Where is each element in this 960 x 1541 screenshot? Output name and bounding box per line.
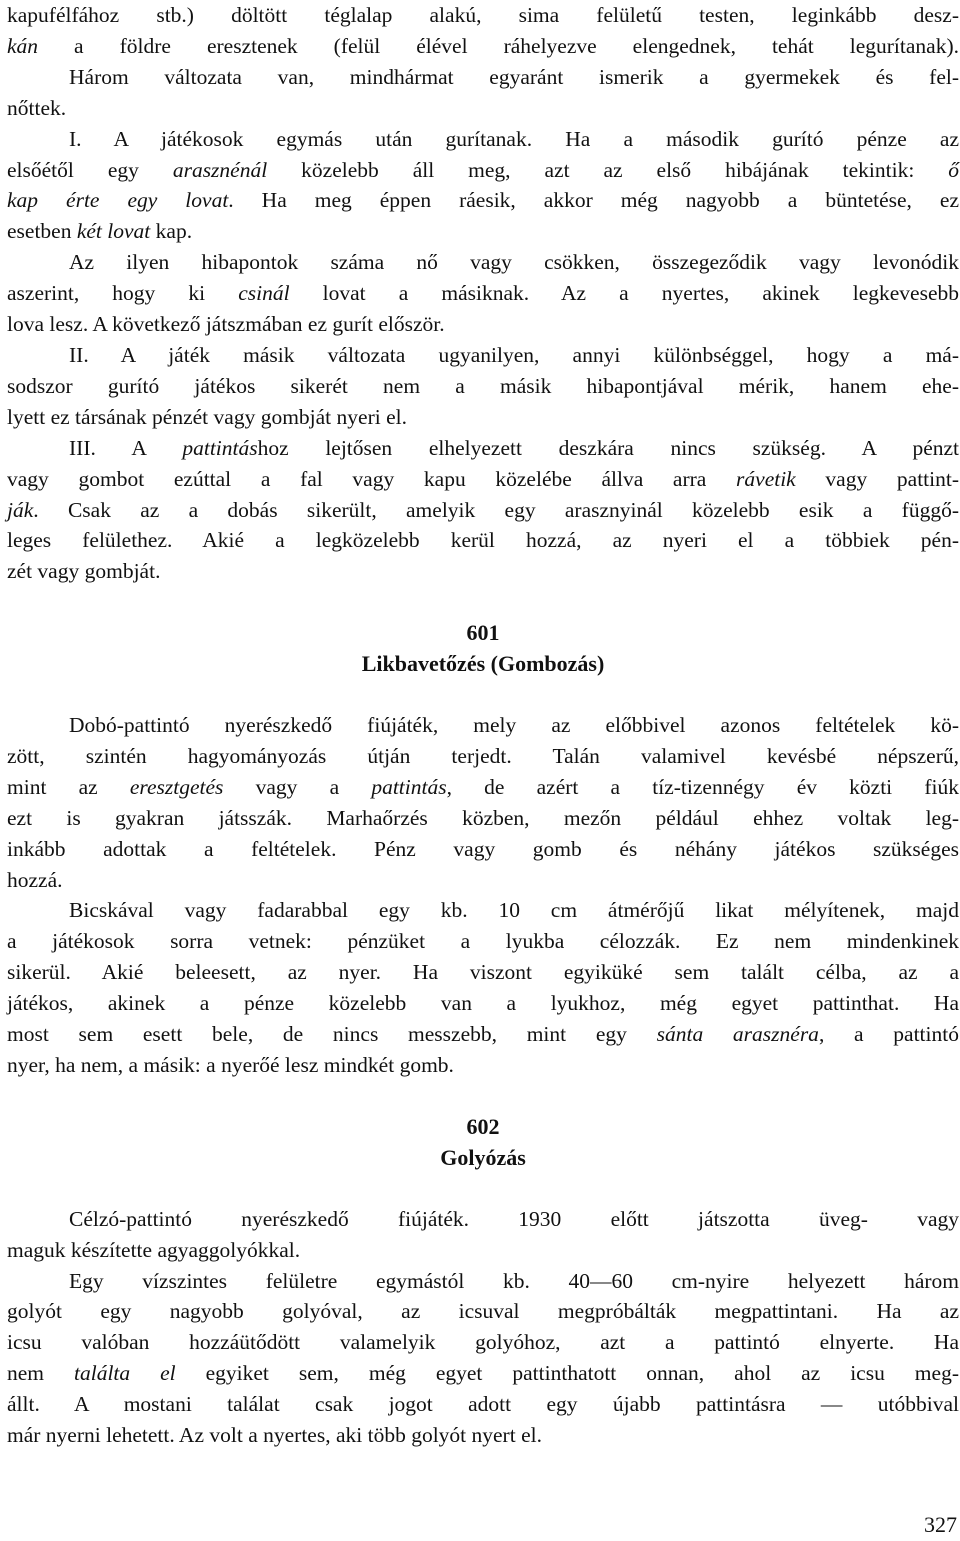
text-run: hozzá.	[7, 867, 63, 892]
italic-term: sánta aras	[656, 1022, 772, 1047]
intro-section	[7, 0, 959, 587]
italic-term: arasznénál	[172, 157, 268, 182]
text-run: vagy gombot ezúttal a fal vagy kapu közelébe állva arra	[7, 466, 737, 491]
text-line	[7, 1266, 959, 1297]
text-run: leges felülethez. Akié a legközelebb kerül hozzá, az nyeri el a többiek pén-	[7, 528, 959, 553]
text-run: állt. A mostani találat csak jogot adott egy újabb pattintásra — utóbbival	[7, 1392, 959, 1417]
text-run: sikerül. Akié beleesett, az nyer. Ha viszont egyiküké sem talált célba, az a	[7, 960, 959, 985]
italic-term: znéra	[771, 1022, 819, 1047]
spacer	[7, 1081, 959, 1112]
text-run: ezt is gyakran játsszák. Marhaőrzés közben, mezőn például ehhez voltak leg-	[7, 805, 959, 830]
text-run: lovat a másiknak. Az a nyertes, akinek legkevesebb	[289, 281, 959, 306]
text-run: golyót egy nagyobb golyóval, az icsuval megpróbálták megpattintani. Ha az	[7, 1299, 959, 1324]
text-run: mint az	[7, 774, 130, 799]
text-line	[7, 278, 959, 309]
spacer	[7, 680, 959, 710]
text-run: I. A játékosok egymás után gurítanak. Ha a második gurító pénze az	[69, 126, 959, 151]
text-run: Három változata van, mindhármat egyaránt ismerik a gyermekek és fel-	[69, 64, 959, 89]
text-line	[7, 1358, 959, 1389]
text-run: esetben	[7, 219, 77, 244]
text-line	[7, 247, 959, 278]
italic-term: két lovat	[76, 219, 151, 244]
text-line	[7, 464, 959, 495]
text-run: kapufélfához stb.) döltött téglalap alakú, sima felületű testen, leginkább desz-	[7, 3, 959, 27]
text-run: most sem esett bele, de nincs messzebb, mint egy	[7, 1022, 657, 1047]
text-line	[7, 895, 959, 926]
text-line	[7, 556, 959, 587]
text-line	[7, 62, 959, 93]
text-run: egyiket sem, még egyet pattinthatott onnan, ahol az icsu meg-	[175, 1361, 959, 1386]
text-run: Célzó-pattintó nyerészkedő fiújáték. 1930 előtt játszotta üveg- vagy	[69, 1206, 959, 1231]
text-run: már nyerni lehetett. Az volt a nyertes, aki több golyót nyert el.	[7, 1423, 542, 1448]
section-602	[7, 1112, 959, 1451]
text-line	[7, 1389, 959, 1420]
text-line	[7, 865, 959, 896]
italic-term: kán	[7, 33, 39, 58]
text-line	[7, 185, 959, 216]
text-run: maguk készítette agyaggolyókkal.	[7, 1237, 301, 1262]
text-line	[7, 926, 959, 957]
italic-term: pattintás	[182, 435, 258, 460]
section-title: Likbavetőzés (Gombozás)	[361, 651, 605, 677]
text-run: nem	[7, 1361, 74, 1386]
text-run: II. A játék másik változata ugyanilyen, annyi különbséggel, hogy a má-	[69, 342, 959, 367]
text-line	[7, 1019, 959, 1050]
text-line	[7, 988, 959, 1019]
text-run: közelebb áll meg, azt az első hibájának tekintik:	[267, 157, 949, 182]
text-run: Dobó-pattintó nyerészkedő fiújáték, mely az előbbivel azonos feltételek kö-	[69, 713, 959, 738]
text-run: a játékosok sorra vetnek: pénzüket a lyukba célozzák. Ez nem mindenkinek	[7, 929, 959, 954]
section-title: Golyózás	[440, 1144, 526, 1170]
text-run: Bicskával vagy fadarabbal egy kb. 10 cm átmérőjű likat mélyítenek, majd	[69, 898, 959, 923]
italic-term: rávetik	[736, 466, 796, 491]
text-line	[7, 957, 959, 988]
text-line	[7, 525, 959, 556]
text-line	[7, 216, 959, 247]
text-run: vagy pattint-	[795, 466, 959, 491]
text-line	[7, 1235, 959, 1266]
spacer	[7, 587, 959, 618]
text-run: a földre eresztenek (felül élével ráhelyezve elengednek, tehát legurítanak).	[38, 33, 959, 58]
text-run: nőttek.	[7, 95, 67, 120]
text-line	[7, 371, 959, 402]
text-run: zött, szintén hagyományozás útján terjedt. Talán valamivel kevésbé népszerű,	[7, 743, 959, 768]
text-line	[7, 741, 959, 772]
spacer	[7, 1174, 959, 1204]
text-run: elsőétől egy	[7, 157, 173, 182]
text-run: sodszor gurító játékos sikerét nem a másik hibapontjával mérik, hanem ehe-	[7, 373, 959, 398]
document-page	[7, 0, 959, 1451]
text-run: Az ilyen hibapontok száma nő vagy csökken, összegeződik vagy levonódik	[69, 250, 959, 275]
section-number: 601	[466, 620, 500, 646]
italic-term: pattintás	[371, 774, 447, 799]
text-line	[7, 1050, 959, 1081]
text-run: aszerint, hogy ki	[7, 281, 239, 306]
text-line	[7, 772, 959, 803]
text-line	[7, 1204, 959, 1235]
text-line	[7, 0, 959, 31]
italic-term: ő	[948, 157, 959, 182]
text-run: lyett ez társának pénzét vagy gombját nyeri el.	[7, 404, 407, 429]
text-line	[7, 93, 959, 124]
text-line	[7, 155, 959, 186]
text-run: lova lesz. A következő játszmában ez gurít először.	[7, 312, 445, 337]
text-run: III. A	[69, 435, 183, 460]
text-run: hoz lejtősen elhelyezett deszkára nincs szükség. A pénzt	[257, 435, 959, 460]
text-run: , de azért a tíz-tizennégy év közti fiúk	[446, 774, 959, 799]
italic-term: eresztgetés	[129, 774, 224, 799]
page-number: 327	[924, 1512, 957, 1537]
text-run: játékos, akinek a pénze közelebb van a lyukhoz, még egyet pattinthat. Ha	[7, 991, 959, 1016]
italic-term: találta el	[74, 1361, 176, 1386]
text-line	[7, 31, 959, 62]
text-run: icsu valóban hozzáütődött valamelyik golyóhoz, azt a pattintó elnyerte. Ha	[7, 1330, 959, 1355]
text-line	[7, 1327, 959, 1358]
text-line	[7, 124, 959, 155]
text-run: . Ha meg éppen ráesik, akkor még nagyobb a büntetése, ez	[228, 188, 959, 213]
text-run: . Csak az a dobás sikerült, amelyik egy arasznyinál közelebb esik a függő-	[33, 497, 959, 522]
text-line	[7, 1420, 959, 1451]
text-run: vagy a	[223, 774, 372, 799]
text-line	[7, 402, 959, 433]
section-601	[7, 618, 959, 1081]
italic-term: kap érte egy lovat	[7, 188, 229, 213]
text-line	[7, 1296, 959, 1327]
text-line	[7, 803, 959, 834]
text-line	[7, 309, 959, 340]
text-line	[7, 433, 959, 464]
section-number: 602	[466, 1113, 500, 1139]
text-run: zét vagy gombját.	[7, 559, 161, 584]
text-line	[7, 495, 959, 526]
text-run: nyer, ha nem, a másik: a nyerőé lesz mindkét gomb.	[7, 1053, 454, 1077]
text-run: , a pattintó	[818, 1022, 959, 1047]
text-line	[7, 710, 959, 741]
text-line	[7, 834, 959, 865]
text-run: Egy vízszintes felületre egymástól kb. 40—60 cm-nyire helyezett három	[69, 1268, 959, 1293]
text-run: kap.	[150, 219, 193, 244]
italic-term: csinál	[238, 281, 290, 306]
text-line	[7, 340, 959, 371]
text-run: inkább adottak a feltételek. Pénz vagy gomb és néhány játékos szükséges	[7, 836, 959, 861]
italic-term: ják	[7, 497, 34, 522]
